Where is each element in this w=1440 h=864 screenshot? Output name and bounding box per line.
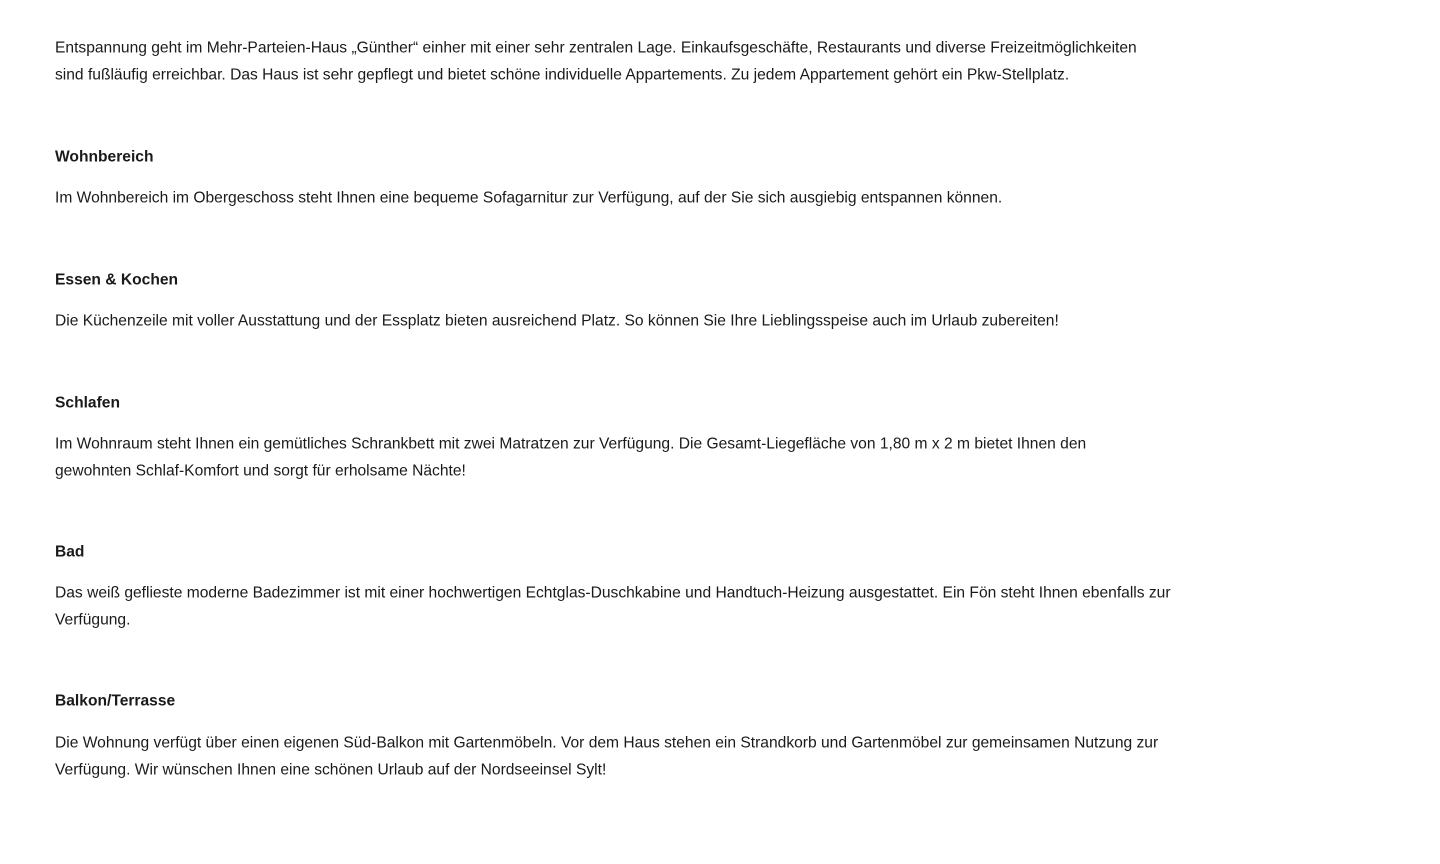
section-text: Verfügung. <box>55 611 131 629</box>
section-text: Die Wohnung verfügt über einen eigenen Süd-Balkon mit Gartenmöbeln. Vor dem Haus stehen ein Strandkorb und Gartenmöbel zur gemeinsamen Nutzung zur <box>55 734 1159 752</box>
section-heading: Wohnbereich <box>55 148 154 166</box>
section-text: Im Wohnbereich im Obergeschoss steht Ihnen eine bequeme Sofagarnitur zur Verfügung, auf der Sie sich ausgiebig entspannen können. <box>55 189 1003 207</box>
section-heading: Schlafen <box>55 394 120 412</box>
section-heading: Balkon/Terrasse <box>55 692 176 710</box>
section-text: Die Küchenzeile mit voller Ausstattung und der Essplatz bieten ausreichend Platz. So können Sie Ihre Lieblingsspeise auch im Urlaub zubereiten! <box>55 312 1059 330</box>
section-text: Das weiß geflieste moderne Badezimmer ist mit einer hochwertigen Echtglas-Duschkabine und Handtuch-Heizung ausgestattet. Ein Fön steht Ihnen ebenfalls zur <box>55 584 1171 602</box>
section-heading: Bad <box>55 543 85 561</box>
section-heading: Essen & Kochen <box>55 271 179 289</box>
section-text: gewohnten Schlaf-Komfort und sorgt für erholsame Nächte! <box>55 462 466 480</box>
intro-line: Entspannung geht im Mehr-Parteien-Haus „Günther“ einher mit einer sehr zentralen Lage. Einkaufsgeschäfte, Restaurants und diverse Freizeitmöglichkeiten <box>55 39 1137 57</box>
section-text: Verfügung. Wir wünschen Ihnen eine schönen Urlaub auf der Nordseeinsel Sylt! <box>55 761 607 779</box>
section-text: Im Wohnraum steht Ihnen ein gemütliches Schrankbett mit zwei Matratzen zur Verfügung. Die Gesamt-Liegefläche von 1,80 m x 2 m bietet Ihnen den <box>55 435 1087 453</box>
intro-line: sind fußläufig erreichbar. Das Haus ist sehr gepflegt und bietet schöne individuelle Appartements. Zu jedem Appartement gehört ein Pkw-Stellplatz. <box>55 66 1070 84</box>
